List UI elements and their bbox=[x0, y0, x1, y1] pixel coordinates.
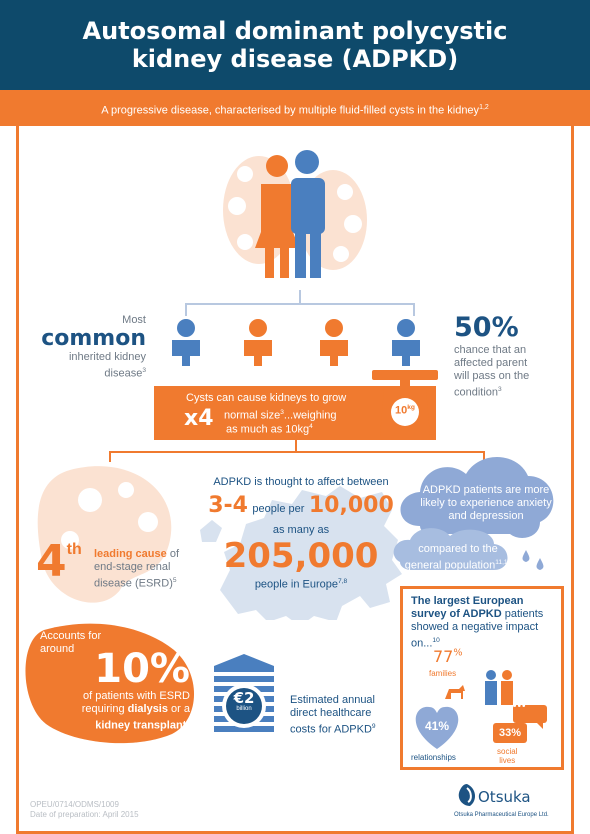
father-body bbox=[291, 178, 325, 234]
europe-per-text: people per bbox=[252, 503, 305, 515]
fourth-lead: leading cause bbox=[94, 548, 167, 560]
otsuka-company: Otsuka Pharmaceutical Europe Ltd. bbox=[454, 812, 549, 818]
survey-ref: 10 bbox=[432, 637, 440, 644]
cost-badge bbox=[226, 690, 262, 713]
europe-people-label: people in Europe bbox=[254, 578, 338, 591]
cost-ref: 9 bbox=[371, 723, 376, 730]
europe-range: 3-4 bbox=[208, 493, 248, 518]
esrd-line-3: of patients with ESRD bbox=[83, 690, 190, 702]
common-line-1: inherited kidney bbox=[68, 351, 146, 363]
footer-codes bbox=[30, 800, 139, 820]
europe-per-num: 10,000 bbox=[308, 493, 394, 518]
relationships-pct: 41% bbox=[424, 719, 450, 733]
child-icon-4 bbox=[392, 319, 420, 366]
europe-as-many: as many as bbox=[272, 524, 330, 536]
chance-line-1: chance that an bbox=[454, 344, 527, 356]
social-line-2: lives bbox=[499, 756, 516, 765]
survey-line-4: on... bbox=[411, 637, 433, 650]
families-pct: 77 bbox=[433, 647, 454, 666]
anxiety-comparison bbox=[404, 543, 512, 573]
fourth-of: of bbox=[166, 548, 179, 560]
cysts-line-3: as much as 10kg bbox=[226, 423, 310, 436]
chance-percent: 50% bbox=[454, 312, 519, 343]
anxiety-comp-1: compared to the bbox=[418, 543, 498, 555]
social-label bbox=[497, 747, 517, 765]
relationships-label: relationships bbox=[411, 753, 456, 762]
families-pct-sign: % bbox=[453, 647, 463, 659]
fourth-num: 4 bbox=[36, 536, 67, 587]
subtitle-ref: 1,2 bbox=[479, 104, 489, 111]
esrd-line-4b: or a bbox=[167, 703, 190, 715]
esrd-percent: 10% bbox=[94, 646, 190, 692]
europe-stats bbox=[186, 476, 416, 592]
dog-icon bbox=[445, 685, 465, 699]
fourth-number bbox=[36, 536, 82, 587]
scale-weight-unit: kg bbox=[407, 404, 415, 411]
esrd-text bbox=[40, 630, 190, 733]
cysts-x4: x4 bbox=[184, 406, 214, 431]
chance-line-3: will pass on the bbox=[454, 370, 530, 382]
anxiety-line-3: and depression bbox=[448, 510, 524, 522]
fourth-ref: 5 bbox=[172, 577, 177, 584]
esrd-ref: 6 bbox=[186, 719, 190, 726]
europe-ref: 7,8 bbox=[338, 578, 348, 585]
family-illustration bbox=[215, 146, 375, 286]
child-icon-1 bbox=[172, 319, 200, 366]
survey-box bbox=[400, 586, 564, 770]
chance-line-4: condition bbox=[454, 386, 499, 399]
survey-line-3: showed a negative impact bbox=[411, 621, 539, 633]
social-line-1: social bbox=[497, 747, 518, 756]
esrd-line-2: around bbox=[40, 643, 75, 655]
cost-text bbox=[290, 694, 390, 737]
most-label: Most bbox=[122, 314, 146, 326]
cost-amount: €2 bbox=[233, 689, 255, 707]
anxiety-text bbox=[416, 484, 556, 523]
cost-unit: billion bbox=[236, 706, 252, 712]
cysts-ref-3: 4 bbox=[309, 423, 313, 430]
families-stat bbox=[433, 647, 462, 666]
fourth-line-2: end-stage renal bbox=[94, 561, 171, 573]
families-label: families bbox=[429, 669, 457, 678]
scale-weight-value: 10 bbox=[395, 404, 408, 417]
survey-title-1: The largest European bbox=[411, 595, 524, 607]
otsuka-logo-mark bbox=[456, 782, 478, 808]
family-group-icon bbox=[443, 669, 553, 705]
most-common-block bbox=[30, 314, 146, 381]
speech-dots: ••• bbox=[513, 701, 527, 712]
child-icon-2 bbox=[244, 319, 272, 366]
child-icon-3 bbox=[320, 319, 348, 366]
otsuka-brand: Otsuka bbox=[478, 788, 531, 806]
children-icons bbox=[168, 316, 428, 370]
europe-count: 205,000 bbox=[223, 536, 379, 576]
subtitle-text: A progressive disease, characterised by multiple fluid-filled cysts in the kidney bbox=[101, 104, 480, 117]
common-line-2: disease bbox=[104, 367, 143, 380]
anxiety-comp-2: general population bbox=[404, 559, 496, 572]
anxiety-line-1: ADPKD patients are more bbox=[422, 484, 550, 496]
cost-line-3: costs for ADPKD bbox=[290, 723, 372, 736]
fourth-text bbox=[94, 548, 190, 591]
cost-line-2: direct healthcare bbox=[290, 707, 372, 719]
social-pct: 33% bbox=[498, 727, 522, 739]
page-header bbox=[0, 0, 590, 90]
mother-head bbox=[266, 155, 288, 177]
survey-title bbox=[411, 595, 561, 651]
page-title-line-2: kidney disease (ADPKD) bbox=[131, 45, 459, 73]
subtitle-bar bbox=[0, 90, 590, 126]
common-ref: 3 bbox=[142, 367, 146, 374]
europe-intro: ADPKD is thought to affect between bbox=[213, 476, 389, 488]
cysts-line-2b: ...weighing bbox=[283, 409, 337, 422]
fourth-line-3: disease (ESRD) bbox=[94, 577, 173, 590]
esrd-line-4a: requiring bbox=[81, 703, 128, 715]
chance-ref: 3 bbox=[498, 386, 502, 393]
chance-line-2: affected parent bbox=[454, 357, 528, 369]
cysts-line-2: normal size bbox=[224, 409, 281, 422]
esrd-transplant: kidney transplant bbox=[95, 719, 187, 732]
cost-line-1: Estimated annual bbox=[290, 694, 375, 706]
father-head bbox=[295, 150, 319, 174]
weighing-scale bbox=[370, 366, 440, 438]
footer-date: Date of preparation: April 2015 bbox=[30, 810, 139, 819]
survey-title-2: survey of ADPKD bbox=[411, 608, 502, 620]
footer-code: OPEU/0714/ODMS/1009 bbox=[30, 800, 119, 809]
scale-weight bbox=[388, 404, 422, 417]
anxiety-line-2: likely to experience anxiety bbox=[420, 497, 552, 509]
cysts-line-1: Cysts can cause kidneys to grow bbox=[186, 392, 347, 404]
anxiety-ref: 11,12 bbox=[495, 559, 512, 566]
esrd-dialysis: dialysis bbox=[127, 703, 168, 715]
page-title-line-1: Autosomal dominant polycystic bbox=[82, 17, 508, 45]
chance-block bbox=[454, 312, 566, 400]
fourth-sup: th bbox=[66, 541, 82, 558]
cysts-ref-2: 3 bbox=[280, 409, 284, 416]
esrd-line-1: Accounts for bbox=[40, 630, 102, 642]
survey-title-2b: patients bbox=[501, 608, 544, 620]
common-label: common bbox=[41, 326, 146, 351]
